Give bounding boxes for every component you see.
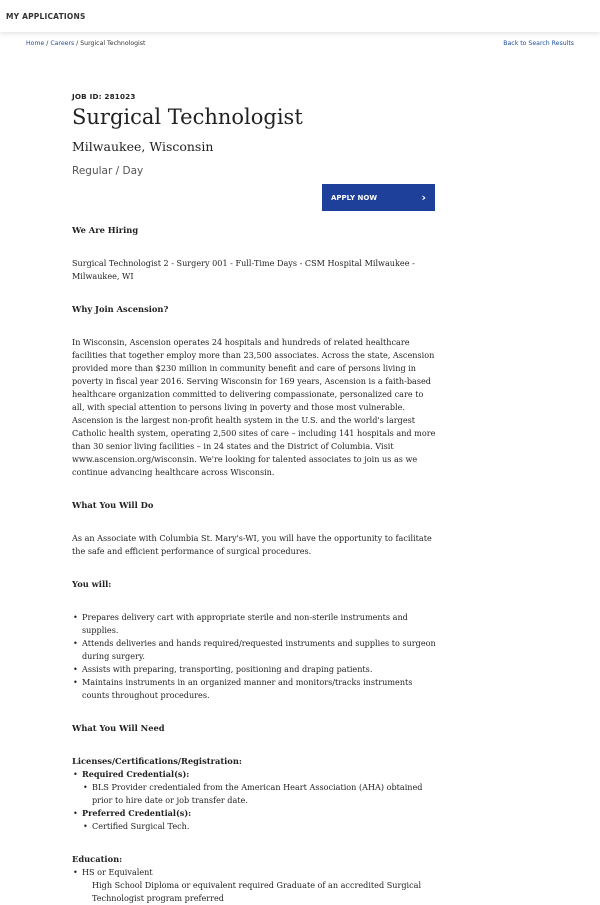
section-heading: Why Join Ascension? <box>72 304 169 314</box>
job-description <box>72 224 437 905</box>
required-credential-label: Required Credential(s): <box>82 769 190 779</box>
my-applications-link[interactable]: MY APPLICATIONS <box>6 12 86 21</box>
credentials-list <box>72 768 437 781</box>
apply-now-button[interactable] <box>322 184 435 211</box>
education-detail: High School Diploma or equivalent required Graduate of an accredited Surgical Technologist program preferred <box>92 880 422 903</box>
list-item: • Assists with preparing, transporting, positioning and draping patients. <box>82 663 437 676</box>
list-item: • Certified Surgical Tech. <box>92 820 437 833</box>
list-item: • Maintains instruments in an organized manner and monitors/tracks instruments counts throughout procedures. <box>82 676 437 702</box>
list-item: • Attends deliveries and hands required/requested instruments and supplies to surgeon during surgery. <box>82 637 437 663</box>
section-heading: Education: <box>72 854 123 864</box>
section-heading: Licenses/Certifications/Registration: <box>72 756 242 766</box>
preferred-credentials-list <box>72 820 437 833</box>
list-item: • BLS Provider credentialed from the American Heart Association (AHA) obtained prior to hire date or job transfer date. <box>92 781 437 807</box>
breadcrumb-current: Surgical Technologist <box>80 40 146 47</box>
job-location: Milwaukee, Wisconsin <box>72 139 214 155</box>
job-id: JOB ID: 281023 <box>72 92 136 101</box>
breadcrumb-home-link[interactable]: Home <box>26 40 45 47</box>
list-item: • HS or Equivalent <box>82 866 437 879</box>
page-title: Surgical Technologist <box>72 105 303 129</box>
top-bar <box>0 0 600 32</box>
breadcrumb-separator: / <box>74 40 81 47</box>
breadcrumb <box>26 40 145 47</box>
list-item <box>82 768 437 781</box>
chevron-right-icon: › <box>421 191 426 204</box>
do-text: As an Associate with Columbia St. Mary's-WI, you will have the opportunity to facilitate the safe and efficient performance of surgical procedures. <box>72 533 432 556</box>
section-heading: What You Will Do <box>72 500 154 510</box>
list-item: • Prepares delivery cart with appropriate sterile and non-sterile instruments and supplies. <box>82 611 437 637</box>
job-header <box>72 92 440 177</box>
job-schedule: Regular / Day <box>72 165 144 178</box>
required-credentials-list <box>72 781 437 807</box>
education-list <box>72 866 437 879</box>
back-to-search-link[interactable]: Back to Search Results <box>503 40 574 47</box>
breadcrumb-careers-link[interactable]: Careers <box>50 40 75 47</box>
list-item <box>82 807 437 820</box>
why-text: In Wisconsin, Ascension operates 24 hospitals and hundreds of related healthcare facilities that together employ more than 23,500 associates. Across the state, Ascension provided more than $230 million in community benefit and care of persons living in poverty in fiscal year 2016. Serving Wisconsin for 169 years, Ascension is a faith-based healthcare organization committed to delivering compassionate, personalized care to all, with special attention to persons living in poverty and those most vulnerable. Ascension is the largest non-profit health system in the U.S. and the world's largest Catholic health system, operating 2,500 sites of care – including 141 hospitals and more than 30 senior living facilities – in 24 states and the District of Columbia. Visit www.ascension.org/wisconsin. We're looking for talented associates to join us as we continue advancing healthcare across Wisconsin. <box>72 337 436 477</box>
duties-list <box>72 611 437 702</box>
section-heading: We Are Hiring <box>72 225 139 235</box>
hiring-text: Surgical Technologist 2 - Surgery 001 - Full-Time Days - CSM Hospital Milwaukee - Milwaukee, WI <box>72 258 415 281</box>
credentials-list <box>72 807 437 820</box>
apply-now-label: APPLY NOW <box>331 193 378 202</box>
section-heading: What You Will Need <box>72 723 165 733</box>
preferred-credential-label: Preferred Credential(s): <box>82 808 192 818</box>
breadcrumb-separator: / <box>44 40 51 47</box>
section-heading: You will: <box>72 579 112 589</box>
